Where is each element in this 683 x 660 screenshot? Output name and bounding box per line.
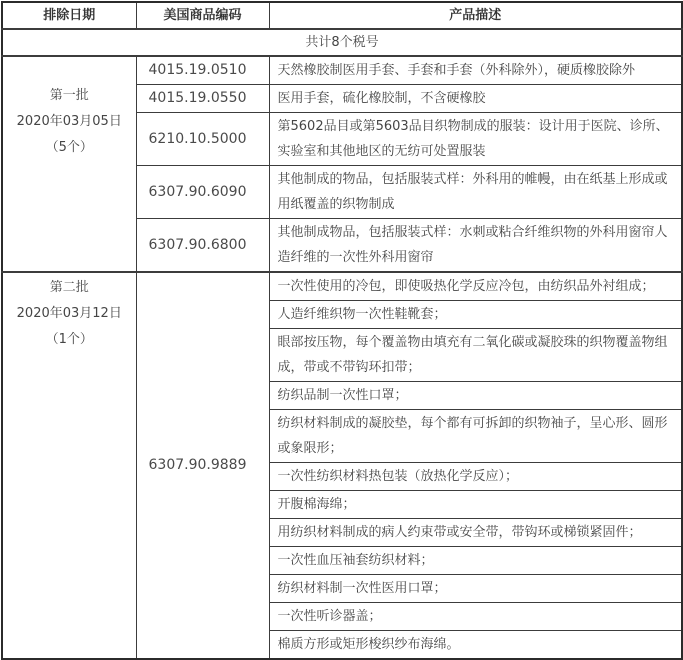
- product-description: 纺织品制一次性口罩；: [269, 382, 682, 410]
- product-description: 医用手套，硫化橡胶制，不含硬橡胶: [269, 85, 682, 113]
- product-description: 一次性血压袖套纺织材料；: [269, 547, 682, 575]
- product-description: 纺织材料制成的凝胶垫，每个都有可拆卸的织物袖子，呈心形、圆形或象限形；: [269, 410, 682, 463]
- batch2-date: 2020年03月12日: [16, 306, 122, 321]
- product-description: 一次性纺织材料热包装（放热化学反应）；: [269, 463, 682, 491]
- product-description: 第5602品目或第5603品目织物制成的服装：设计用于医院、诊所、实验室和其他地区的无纺可处置服装: [269, 113, 682, 166]
- product-description: 棉质方形或矩形梭织纱布海绵。: [269, 631, 682, 660]
- batch2-count: （1个）: [45, 332, 93, 347]
- hts-code: 6307.90.6090: [136, 166, 269, 219]
- batch2-name: 第二批: [49, 280, 89, 295]
- table-row: [2, 272, 682, 301]
- summary-row: [2, 29, 682, 56]
- hts-code: 4015.19.0550: [136, 85, 269, 113]
- table-row: [2, 56, 682, 85]
- product-description: 开腹棉海绵；: [269, 491, 682, 519]
- product-description: 纺织材料制一次性医用口罩；: [269, 575, 682, 603]
- batch2-date-cell: [2, 272, 136, 659]
- product-description: 一次性听诊器盖；: [269, 603, 682, 631]
- batch1-date-cell: [2, 56, 136, 272]
- hts-code: 4015.19.0510: [136, 56, 269, 85]
- col-header-us-product-code: 美国商品编码: [136, 2, 269, 29]
- product-description: 用纺织材料制成的病人约束带或安全带，带钩环或梯锁紧固件；: [269, 519, 682, 547]
- hts-code: 6307.90.9889: [136, 272, 269, 659]
- hts-code: 6210.10.5000: [136, 113, 269, 166]
- batch1-date: 2020年03月05日: [16, 114, 122, 129]
- product-description: 天然橡胶制医用手套、手套和手套（外科除外），硬质橡胶除外: [269, 56, 682, 85]
- col-header-product-description: 产品描述: [269, 2, 682, 29]
- product-description: 其他制成的物品，包括服装式样：外科用的帷幔，由在纸基上形成或用纸覆盖的织物制成: [269, 166, 682, 219]
- exclusion-table: [1, 1, 683, 660]
- hts-code: 6307.90.6800: [136, 219, 269, 273]
- summary-cell: 共计8个税号: [2, 29, 682, 56]
- product-description: 人造纤维织物一次性鞋靴套；: [269, 301, 682, 329]
- product-description: 眼部按压物，每个覆盖物由填充有二氧化碳或凝胶珠的织物覆盖物组成，带或不带钩环扣带；: [269, 329, 682, 382]
- batch1-count: （5个）: [45, 140, 93, 155]
- product-description: 其他制成物品，包括服装式样：水刺或粘合纤维织物的外科用窗帘人造纤维的一次性外科用窗帘: [269, 219, 682, 273]
- product-description: 一次性使用的冷包，即使吸热化学反应冷包，由纺织品外衬组成；: [269, 272, 682, 301]
- table-header-row: [2, 2, 682, 29]
- col-header-exclusion-date: 排除日期: [2, 2, 136, 29]
- batch1-name: 第一批: [49, 88, 89, 103]
